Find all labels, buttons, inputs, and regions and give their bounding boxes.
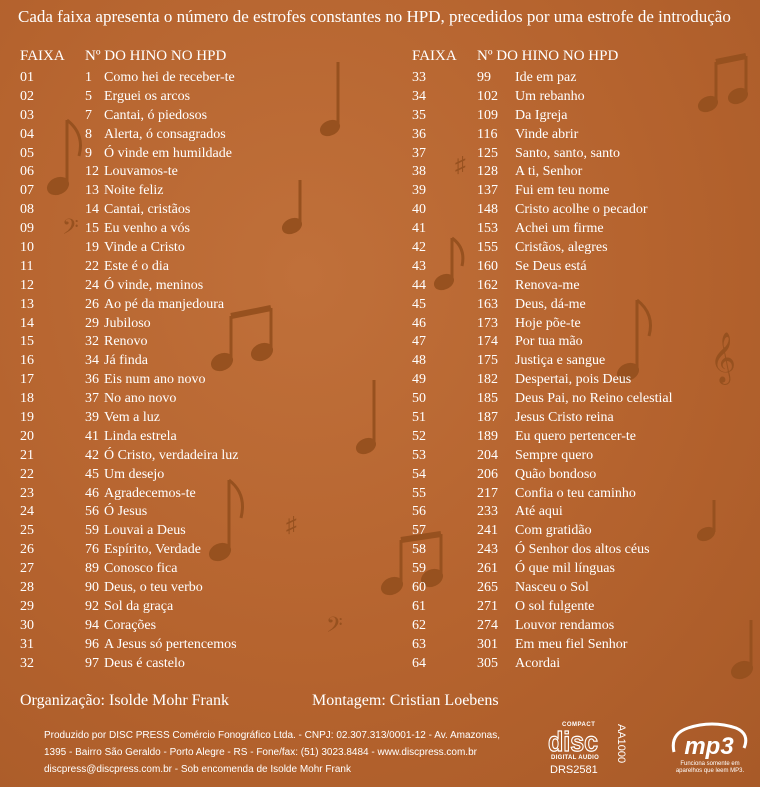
hymn-number: 204 — [477, 447, 498, 463]
track-row — [412, 541, 672, 560]
track-number: 62 — [412, 617, 426, 633]
hymn-number: 185 — [477, 391, 498, 407]
hymn-title: Ao pé da manjedoura — [104, 296, 225, 312]
hymn-number: 46 — [85, 485, 99, 501]
track-number: 25 — [20, 523, 34, 539]
hymn-number: 15 — [85, 221, 99, 237]
header-hino: Nº DO HINO NO HPD — [85, 48, 227, 64]
track-row — [20, 636, 239, 655]
track-row — [412, 390, 672, 409]
track-row — [20, 220, 239, 239]
track-list-left — [20, 69, 239, 674]
track-number: 63 — [412, 636, 426, 652]
track-number: 39 — [412, 183, 426, 199]
track-number: 19 — [20, 410, 34, 426]
hymn-title: Hoje põe-te — [515, 315, 581, 331]
hymn-title: Despertai, pois Deus — [515, 372, 632, 388]
track-row — [412, 636, 672, 655]
track-number: 05 — [20, 145, 34, 161]
track-number: 13 — [20, 296, 34, 312]
hymn-title: Vinde a Cristo — [104, 240, 185, 256]
hymn-title: Em meu fiel Senhor — [515, 636, 628, 652]
hymn-number: 162 — [477, 277, 498, 293]
track-row — [20, 145, 239, 164]
track-row — [20, 503, 239, 522]
track-row — [20, 655, 239, 674]
track-number: 33 — [412, 70, 426, 85]
track-number: 61 — [412, 598, 426, 614]
hymn-number: 233 — [477, 504, 498, 520]
track-number: 12 — [20, 277, 34, 293]
hymn-number: 148 — [477, 202, 498, 218]
track-row — [20, 390, 239, 409]
hymn-number: 92 — [85, 598, 99, 614]
hymn-number: 76 — [85, 542, 99, 558]
track-row — [20, 371, 239, 390]
hymn-title: Eu venho a vós — [104, 221, 190, 237]
hymn-number: 24 — [85, 277, 99, 293]
track-number: 49 — [412, 372, 426, 388]
track-number: 23 — [20, 485, 34, 501]
track-number: 58 — [412, 542, 426, 558]
hymn-title: Cristãos, alegres — [515, 240, 608, 256]
hymn-number: 243 — [477, 542, 498, 558]
hymn-title: Corações — [104, 617, 157, 633]
track-row — [412, 69, 672, 88]
track-number: 17 — [20, 372, 34, 388]
cd-disc-text: disc — [548, 728, 598, 754]
track-row — [20, 296, 239, 315]
hymn-title: Quão bondoso — [515, 466, 597, 482]
track-list-right — [412, 69, 672, 674]
hymn-number: 173 — [477, 315, 498, 331]
track-number: 31 — [20, 636, 34, 652]
hymn-title: Este é o dia — [104, 258, 169, 274]
hymn-title: O sol fulgente — [515, 598, 595, 614]
hymn-number: 206 — [477, 466, 498, 482]
column-header — [412, 45, 672, 69]
hymn-title: Conosco fica — [104, 561, 178, 577]
hymn-title: Um rebanho — [515, 88, 585, 104]
hymn-number: 137 — [477, 183, 498, 199]
mp3-logo — [666, 722, 752, 762]
track-row — [412, 126, 672, 145]
track-row — [20, 69, 239, 88]
track-row — [412, 655, 672, 674]
hymn-number: 14 — [85, 202, 99, 218]
hymn-title: Justiça e sangue — [515, 353, 606, 369]
hymn-number: 182 — [477, 372, 498, 388]
track-row — [412, 258, 672, 277]
hymn-title: Louvamos-te — [104, 164, 178, 180]
track-number: 22 — [20, 466, 34, 482]
column-header — [20, 45, 239, 69]
compact-disc-logo — [548, 722, 610, 784]
hymn-number: 42 — [85, 447, 99, 463]
hymn-title: Deus Pai, no Reino celestial — [515, 391, 673, 407]
track-number: 42 — [412, 240, 426, 256]
track-row — [20, 522, 239, 541]
hymn-number: 97 — [85, 655, 99, 671]
track-number: 14 — [20, 315, 34, 331]
hymn-title: Eis num ano novo — [104, 372, 206, 388]
hymn-number: 265 — [477, 580, 498, 596]
hymn-title: Ó Senhor dos altos céus — [515, 542, 650, 558]
header-hino: Nº DO HINO NO HPD — [477, 48, 619, 64]
hymn-title: Deus é castelo — [104, 655, 185, 671]
track-row — [412, 503, 672, 522]
hymn-number: 301 — [477, 636, 498, 652]
hymn-number: 187 — [477, 410, 498, 426]
treble-clef-icon: 𝄞 — [710, 333, 737, 382]
track-row — [412, 352, 672, 371]
track-row — [20, 201, 239, 220]
track-row — [412, 163, 672, 182]
track-number: 56 — [412, 504, 426, 520]
track-row — [412, 371, 672, 390]
hymn-number: 116 — [477, 126, 498, 142]
track-number: 02 — [20, 88, 34, 104]
hymn-title: Renova-me — [515, 277, 580, 293]
hymn-number: 90 — [85, 580, 99, 596]
track-number: 34 — [412, 88, 426, 104]
hymn-number: 34 — [85, 353, 99, 369]
hymn-number: 217 — [477, 485, 498, 501]
hymn-title: Achei um firme — [515, 221, 604, 237]
hymn-number: 9 — [85, 145, 92, 161]
hymn-number: 13 — [85, 183, 99, 199]
track-number: 10 — [20, 240, 34, 256]
hymn-title: Espírito, Verdade — [104, 542, 201, 558]
track-row — [20, 277, 239, 296]
track-row — [20, 579, 239, 598]
hymn-number: 22 — [85, 258, 99, 274]
track-number: 41 — [412, 221, 426, 237]
track-number: 24 — [20, 504, 34, 520]
hymn-number: 261 — [477, 561, 498, 577]
track-number: 15 — [20, 334, 34, 350]
track-number: 21 — [20, 447, 34, 463]
track-row — [412, 560, 672, 579]
hymn-number: 160 — [477, 258, 498, 274]
track-number: 20 — [20, 428, 34, 444]
track-row — [412, 88, 672, 107]
hymn-title: Nasceu o Sol — [515, 580, 589, 596]
hymn-number: 56 — [85, 504, 99, 520]
track-row — [20, 315, 239, 334]
track-number: 43 — [412, 258, 426, 274]
track-row — [412, 145, 672, 164]
track-row — [20, 409, 239, 428]
hymn-title: A Jesus só pertencemos — [104, 636, 237, 652]
track-number: 07 — [20, 183, 34, 199]
header-faixa: FAIXA — [412, 48, 457, 64]
track-row — [412, 315, 672, 334]
hymn-title: Por tua mão — [515, 334, 583, 350]
hymn-title: Com gratidão — [515, 523, 592, 539]
track-row — [412, 617, 672, 636]
track-row — [412, 201, 672, 220]
hymn-title: Cantai, ó piedosos — [104, 107, 208, 123]
sharp-icon: ♯ — [455, 152, 466, 177]
track-number: 47 — [412, 334, 426, 350]
track-number: 08 — [20, 202, 34, 218]
hymn-title: Deus, dá-me — [515, 296, 586, 312]
track-row — [20, 126, 239, 145]
hymn-title: Até aqui — [515, 504, 563, 520]
hymn-title: Já finda — [104, 353, 148, 369]
hymn-title: Confia o teu caminho — [515, 485, 636, 501]
hymn-number: 36 — [85, 372, 99, 388]
track-row — [20, 428, 239, 447]
hymn-number: 8 — [85, 126, 92, 142]
hymn-title: Cristo acolhe o pecador — [515, 202, 648, 218]
credits-line: discpress@discpress.com.br - Sob encomenda de Isolde Mohr Frank — [44, 764, 351, 775]
hymn-number: 99 — [477, 70, 491, 85]
track-number: 53 — [412, 447, 426, 463]
track-column-right — [412, 45, 672, 674]
hymn-title: Eu quero pertencer-te — [515, 428, 636, 444]
cd-disc-wordmark — [548, 728, 598, 754]
hymn-title: Ó vinde, meninos — [104, 277, 204, 293]
track-number: 35 — [412, 107, 426, 123]
credits-line: Produzido por DISC PRESS Comércio Fonográfico Ltda. - CNPJ: 02.307.313/0001-12 - Av. Amazonas, — [44, 730, 500, 741]
hymn-title: Sol da graça — [104, 598, 174, 614]
track-number: 44 — [412, 277, 426, 293]
track-row — [20, 333, 239, 352]
track-number: 52 — [412, 428, 426, 444]
hymn-title: Alerta, ó consagrados — [104, 126, 226, 142]
hymn-number: 96 — [85, 636, 99, 652]
hymn-number: 12 — [85, 164, 99, 180]
track-row — [412, 296, 672, 315]
track-number: 54 — [412, 466, 426, 482]
track-number: 32 — [20, 655, 34, 671]
hymn-number: 102 — [477, 88, 498, 104]
track-number: 55 — [412, 485, 426, 501]
track-row — [20, 560, 239, 579]
hymn-title: Se Deus está — [515, 258, 587, 274]
track-row — [412, 522, 672, 541]
hymn-number: 89 — [85, 561, 99, 577]
track-row — [412, 409, 672, 428]
track-number: 38 — [412, 164, 426, 180]
hymn-number: 32 — [85, 334, 99, 350]
mp3-note — [660, 761, 760, 775]
track-row — [20, 258, 239, 277]
sharp-icon: ♯ — [286, 512, 297, 537]
header-faixa: FAIXA — [20, 48, 65, 64]
track-number: 06 — [20, 164, 34, 180]
track-row — [20, 485, 239, 504]
track-row — [20, 163, 239, 182]
cd-digital-audio-label: DIGITAL AUDIO — [551, 755, 600, 761]
hymn-title: Como hei de receber-te — [104, 70, 235, 85]
hymn-title: Um desejo — [104, 466, 165, 482]
hymn-number: 189 — [477, 428, 498, 444]
hymn-title: Ó que mil línguas — [515, 561, 615, 577]
mp3-label: mp3 — [684, 733, 734, 760]
track-row — [20, 617, 239, 636]
track-number: 51 — [412, 410, 426, 426]
hymn-title: Fui em teu nome — [515, 183, 610, 199]
track-row — [412, 447, 672, 466]
hymn-number: 174 — [477, 334, 498, 350]
hymn-title: Ó Cristo, verdadeira luz — [104, 447, 239, 463]
track-number: 64 — [412, 655, 426, 671]
hymn-number: 109 — [477, 107, 498, 123]
hymn-title: Vem a luz — [104, 410, 160, 426]
hymn-number: 241 — [477, 523, 498, 539]
hymn-title: Acordai — [515, 655, 561, 671]
track-number: 09 — [20, 221, 34, 237]
track-number: 18 — [20, 391, 34, 407]
hymn-number: 26 — [85, 296, 99, 312]
hymn-number: 45 — [85, 466, 99, 482]
track-number: 59 — [412, 561, 426, 577]
track-number: 48 — [412, 353, 426, 369]
track-row — [412, 220, 672, 239]
bass-clef-icon: 𝄢 — [326, 613, 343, 642]
track-row — [412, 333, 672, 352]
hymn-title: Da Igreja — [515, 107, 568, 123]
hymn-number: 125 — [477, 145, 498, 161]
hymn-number: 41 — [85, 428, 99, 444]
hymn-number: 39 — [85, 410, 99, 426]
hymn-title: Jubiloso — [104, 315, 151, 331]
track-number: 11 — [20, 258, 34, 274]
hymn-number: 19 — [85, 240, 99, 256]
hymn-number: 274 — [477, 617, 498, 633]
track-number: 57 — [412, 523, 426, 539]
track-row — [20, 598, 239, 617]
track-row — [20, 352, 239, 371]
track-row — [412, 107, 672, 126]
track-number: 36 — [412, 126, 426, 142]
track-row — [412, 485, 672, 504]
track-row — [20, 88, 239, 107]
intro-text: Cada faixa apresenta o número de estrofes constantes no HPD, precedidos por uma estrofe de introdução — [18, 7, 731, 26]
hymn-number: 128 — [477, 164, 498, 180]
track-number: 04 — [20, 126, 34, 142]
track-row — [412, 239, 672, 258]
hymn-number: 1 — [85, 70, 92, 85]
hymn-title: A ti, Senhor — [515, 164, 583, 180]
track-row — [20, 541, 239, 560]
hymn-number: 155 — [477, 240, 498, 256]
organizacao-credit: Organização: Isolde Mohr Frank — [20, 692, 229, 709]
track-row — [20, 107, 239, 126]
hymn-title: Ó Jesus — [104, 504, 148, 520]
hymn-title: Deus, o teu verbo — [104, 580, 203, 596]
hymn-title: Vinde abrir — [515, 126, 579, 142]
mp3-note-line: aparelhos que leem MP3. — [675, 768, 745, 774]
hymn-title: Renovo — [104, 334, 148, 350]
hymn-number: 5 — [85, 88, 92, 104]
track-row — [20, 447, 239, 466]
hymn-title: Sempre quero — [515, 447, 594, 463]
hymn-title: Louvor rendamos — [515, 617, 615, 633]
hymn-title: Cantai, cristãos — [104, 202, 191, 218]
hymn-title: Santo, santo, santo — [515, 145, 620, 161]
hymn-title: Ide em paz — [515, 70, 577, 85]
hymn-number: 29 — [85, 315, 99, 331]
track-number: 40 — [412, 202, 426, 218]
side-catalog-code: AA1000 — [615, 724, 627, 764]
track-row — [412, 182, 672, 201]
hymn-title: Jesus Cristo reina — [515, 410, 614, 426]
hymn-title: Agradecemos-te — [104, 485, 196, 501]
bass-clef-icon: 𝄢 — [62, 215, 79, 244]
track-row — [20, 466, 239, 485]
track-number: 50 — [412, 391, 426, 407]
hymn-title: Ó vinde em humildade — [104, 145, 232, 161]
credits-line: 1395 - Bairro São Geraldo - Porto Alegre - RS - Fone/fax: (51) 3023.8484 - www.discpress.com.br — [44, 747, 477, 758]
mp3-note-line: Funciona somente em — [680, 761, 740, 767]
track-row — [412, 598, 672, 617]
track-number: 26 — [20, 542, 34, 558]
hymn-number: 7 — [85, 107, 92, 123]
hymn-title: Linda estrela — [104, 428, 177, 444]
hymn-number: 94 — [85, 617, 99, 633]
montagem-credit: Montagem: Cristian Loebens — [312, 692, 499, 709]
hymn-title: Erguei os arcos — [104, 88, 191, 104]
track-number: 45 — [412, 296, 426, 312]
cd-catalog-code: DRS2581 — [550, 764, 598, 776]
hymn-number: 305 — [477, 655, 498, 671]
track-row — [412, 466, 672, 485]
track-number: 16 — [20, 353, 34, 369]
track-number: 30 — [20, 617, 34, 633]
track-number: 27 — [20, 561, 34, 577]
hymn-number: 59 — [85, 523, 99, 539]
hymn-number: 175 — [477, 353, 498, 369]
track-number: 46 — [412, 315, 426, 331]
hymn-title: No ano novo — [104, 391, 177, 407]
hymn-number: 153 — [477, 221, 498, 237]
track-number: 28 — [20, 580, 34, 596]
track-row — [412, 277, 672, 296]
track-column-left — [20, 45, 239, 674]
track-number: 29 — [20, 598, 34, 614]
track-row — [412, 428, 672, 447]
track-row — [20, 239, 239, 258]
hymn-number: 163 — [477, 296, 498, 312]
track-row — [412, 579, 672, 598]
hymn-number: 37 — [85, 391, 99, 407]
track-number: 37 — [412, 145, 426, 161]
hymn-title: Louvai a Deus — [104, 523, 186, 539]
hymn-title: Noite feliz — [104, 183, 164, 199]
cd-compact-label: COMPACT — [562, 722, 596, 728]
hymn-number: 271 — [477, 598, 498, 614]
track-number: 01 — [20, 70, 34, 85]
track-number: 03 — [20, 107, 34, 123]
track-number: 60 — [412, 580, 426, 596]
track-row — [20, 182, 239, 201]
producer-credits — [44, 727, 514, 778]
